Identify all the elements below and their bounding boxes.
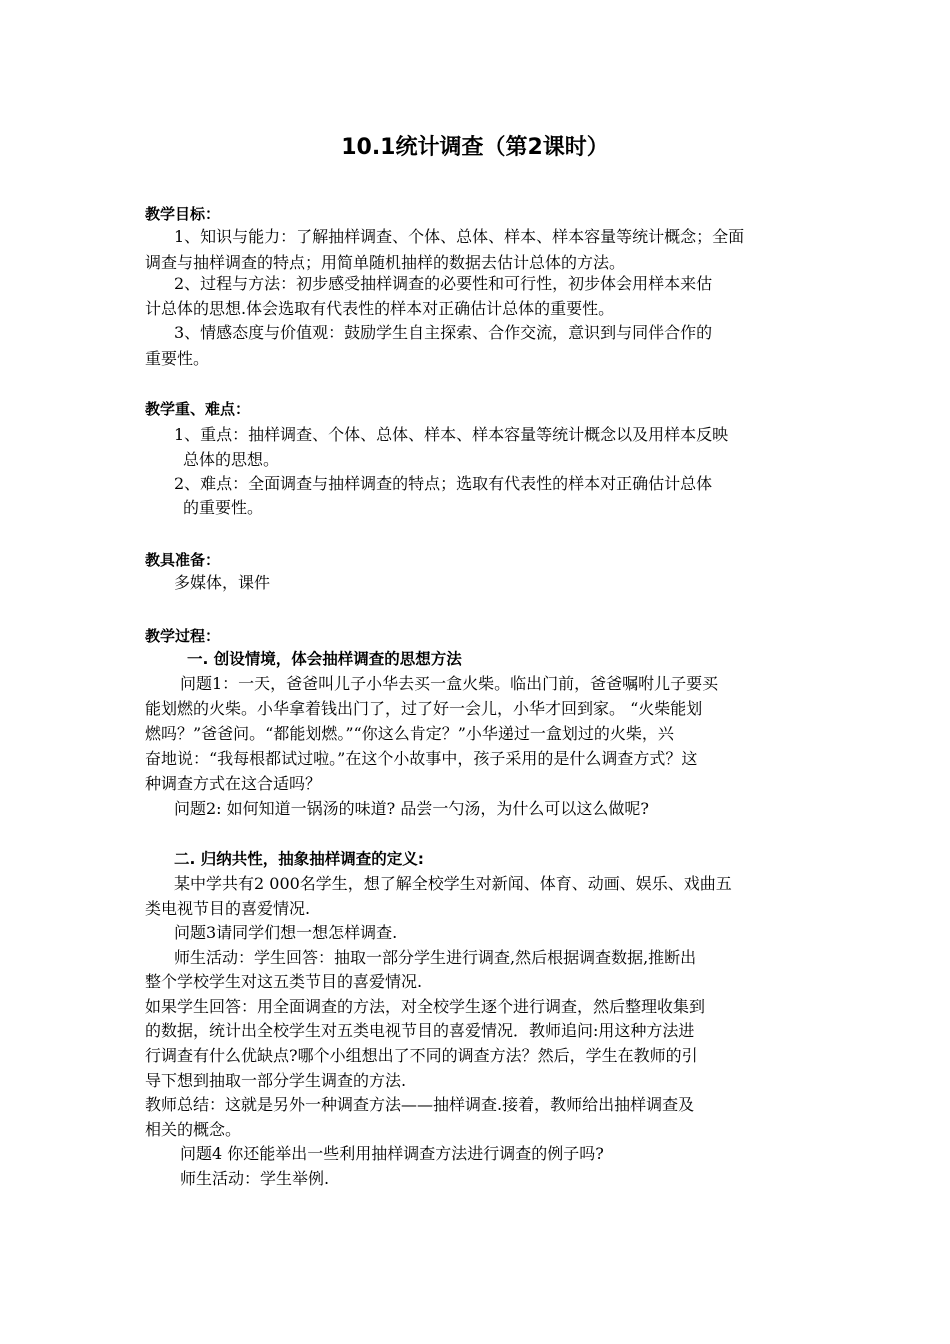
- section1-line: 能划燃的火柴。小华拿着钱出门了，过了好一会儿，小华才回到家。 “火柴能划: [145, 699, 703, 718]
- key-points-line: 总体的思想。: [183, 450, 280, 469]
- section1-heading: 一. 创设情境，体会抽样调查的思想方法: [187, 650, 462, 668]
- goals-line: 重要性。: [145, 349, 210, 368]
- section2-line: 行调查有什么优缺点?哪个小组想出了不同的调查方法？然后，学生在教师的引: [145, 1046, 698, 1065]
- key-points-line: 2、难点：全面调查与抽样调查的特点；选取有代表性的样本对正确估计总体: [174, 474, 713, 493]
- tools-line: 多媒体，课件: [174, 573, 271, 592]
- tools-heading: 教具准备：: [145, 551, 221, 569]
- section2-line: 相关的概念。: [145, 1120, 242, 1139]
- section2-line: 师生活动：学生回答：抽取一部分学生进行调查,然后根据调查数据,推断出: [174, 948, 697, 967]
- section2-line: 的数据，统计出全校学生对五类电视节目的喜爱情况．教师追问:用这种方法进: [145, 1021, 695, 1040]
- goals-heading: 教学目标：: [145, 205, 221, 223]
- section2-line: 教师总结：这就是另外一种调查方法——抽样调查.接着，教师给出抽样调查及: [145, 1095, 695, 1114]
- section2-line: 某中学共有2 000名学生，想了解全校学生对新闻、体育、动画、娱乐、戏曲五: [174, 874, 732, 893]
- key-points-line: 的重要性。: [183, 498, 264, 517]
- key-points-line: 1、重点：抽样调查、个体、总体、样本、样本容量等统计概念以及用样本反映: [174, 425, 729, 444]
- section2-line: 导下想到抽取一部分学生调查的方法.: [145, 1071, 407, 1090]
- section2-line: 类电视节目的喜爱情况.: [145, 899, 311, 918]
- section2-heading: 二. 归纳共性，抽象抽样调查的定义:: [174, 850, 424, 868]
- section1-line: 奋地说：“我每根都试过啦。”在这个小故事中，孩子采用的是什么调查方式？这: [145, 749, 698, 768]
- goals-line: 3、情感态度与价值观：鼓励学生自主探索、合作交流，意识到与同伴合作的: [174, 323, 713, 342]
- section1-line: 问题1：一天，爸爸叫儿子小华去买一盒火柴。临出门前，爸爸嘱咐儿子要买: [180, 674, 719, 693]
- key-points-heading: 教学重、难点：: [145, 400, 251, 418]
- section1-line: 问题2: 如何知道一锅汤的味道? 品尝一勺汤，为什么可以这么做呢?: [174, 799, 649, 818]
- goals-line: 2、过程与方法：初步感受抽样调查的必要性和可行性，初步体会用样本来估: [174, 274, 713, 293]
- section1-line: 种调查方式在这合适吗？: [145, 774, 322, 793]
- process-heading: 教学过程：: [145, 627, 221, 645]
- goals-line: 1、知识与能力：了解抽样调查、个体、总体、样本、样本容量等统计概念；全面: [174, 227, 745, 246]
- section2-line: 问题3请同学们想一想怎样调查.: [174, 923, 398, 942]
- goals-line: 调查与抽样调查的特点；用简单随机抽样的数据去估计总体的方法。: [145, 253, 626, 272]
- section1-line: 燃吗？”爸爸问。“都能划燃。”“你这么肯定？”小华递过一盒划过的火柴，兴: [145, 724, 674, 743]
- section2-line: 如果学生回答：用全面调查的方法，对全校学生逐个进行调查，然后整理收集到: [145, 997, 706, 1016]
- document-title: 10.1统计调查（第2课时）: [341, 135, 609, 160]
- goals-line: 计总体的思想.体会选取有代表性的样本对正确估计总体的重要性。: [145, 299, 615, 318]
- section2-line: 整个学校学生对这五类节目的喜爱情况.: [145, 972, 423, 991]
- section2-line: 问题4 你还能举出一些利用抽样调查方法进行调查的例子吗?: [180, 1144, 604, 1163]
- section2-line: 师生活动：学生举例.: [180, 1169, 330, 1188]
